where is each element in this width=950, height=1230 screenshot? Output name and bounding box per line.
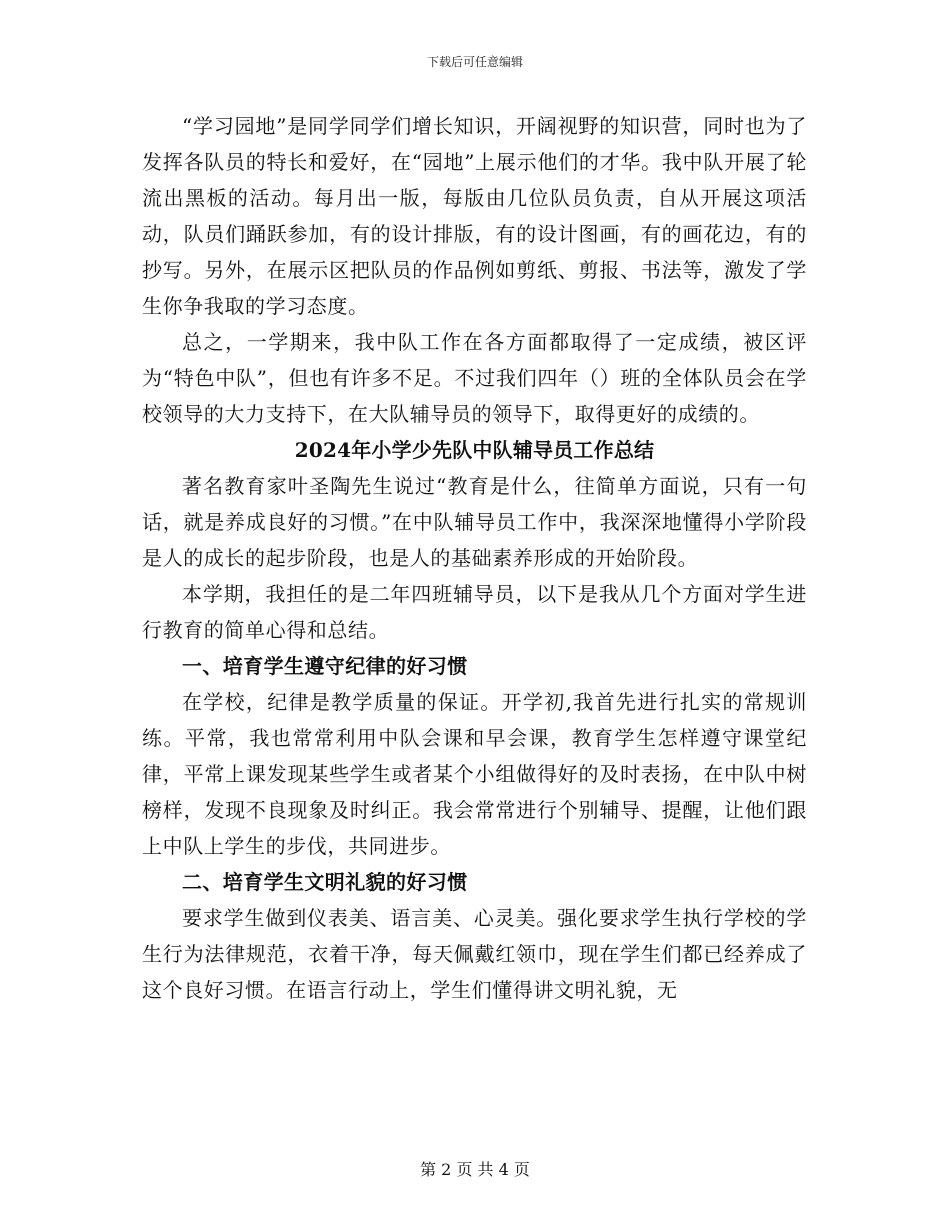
paragraph-study-garden: “学习园地”是同学同学们增长知识，开阔视野的知识营，同时也为了发挥各队员的特长和爱好，在“园地”上展示他们的才华。我中队开展了轮流出黑板的活动。每月出一版，每版由几位队员负责，自从开展这项活动，队员们踊跃参加，有的设计排版，有的设计图画，有的画花边，有的抄写。另外，在展示区把队员的作品例如剪纸、剪报、书法等，激发了学生你争我取的学习态度。 <box>142 114 807 318</box>
paragraph-intro: 本学期，我担任的是二年四班辅导员，以下是我从几个方面对学生进行教育的简单心得和总结。 <box>142 582 807 642</box>
paragraph-courtesy: 要求学生做到仪表美、语言美、心灵美。强化要求学生执行学校的学生行为法律规范，衣着干净，每天佩戴红领巾，现在学生们都已经养成了这个良好习惯。在语言行动上，学生们懂得讲文明礼貌，无 <box>142 906 807 1002</box>
paragraph-quote: 著名教育家叶圣陶先生说过“教育是什么，往简单方面说，只有一句话，就是养成良好的习惯。”在中队辅导员工作中，我深深地懂得小学阶段是人的成长的起步阶段，也是人的基础素养形成的开始阶段。 <box>142 474 807 570</box>
header-note: 下载后可任意编辑 <box>426 55 523 69</box>
page-number: 第 2 页 共 4 页 <box>420 1160 530 1179</box>
section-heading-discipline: 一、培育学生遵守纪律的好习惯 <box>182 654 468 678</box>
section-heading-courtesy: 二、培育学生文明礼貌的好习惯 <box>182 870 468 894</box>
article-title: 2024年小学少先队中队辅导员工作总结 <box>294 438 655 462</box>
paragraph-discipline: 在学校，纪律是教学质量的保证。开学初,我首先进行扎实的常规训练。平常，我也常常利用中队会课和早会课，教育学生怎样遵守课堂纪律，平常上课发现某些学生或者某个小组做得好的及时表扬，在中队中树榜样，发现不良现象及时纠正。我会常常进行个别辅导、提醒，让他们跟上中队上学生的步伐，共同进步。 <box>142 690 807 858</box>
document-body <box>142 108 807 1008</box>
paragraph-conclusion: 总之，一学期来，我中队工作在各方面都取得了一定成绩，被区评为“特色中队”，但也有许多不足。不过我们四年（）班的全体队员会在学校领导的大力支持下，在大队辅导员的领导下，取得更好的成绩的。 <box>142 330 807 426</box>
